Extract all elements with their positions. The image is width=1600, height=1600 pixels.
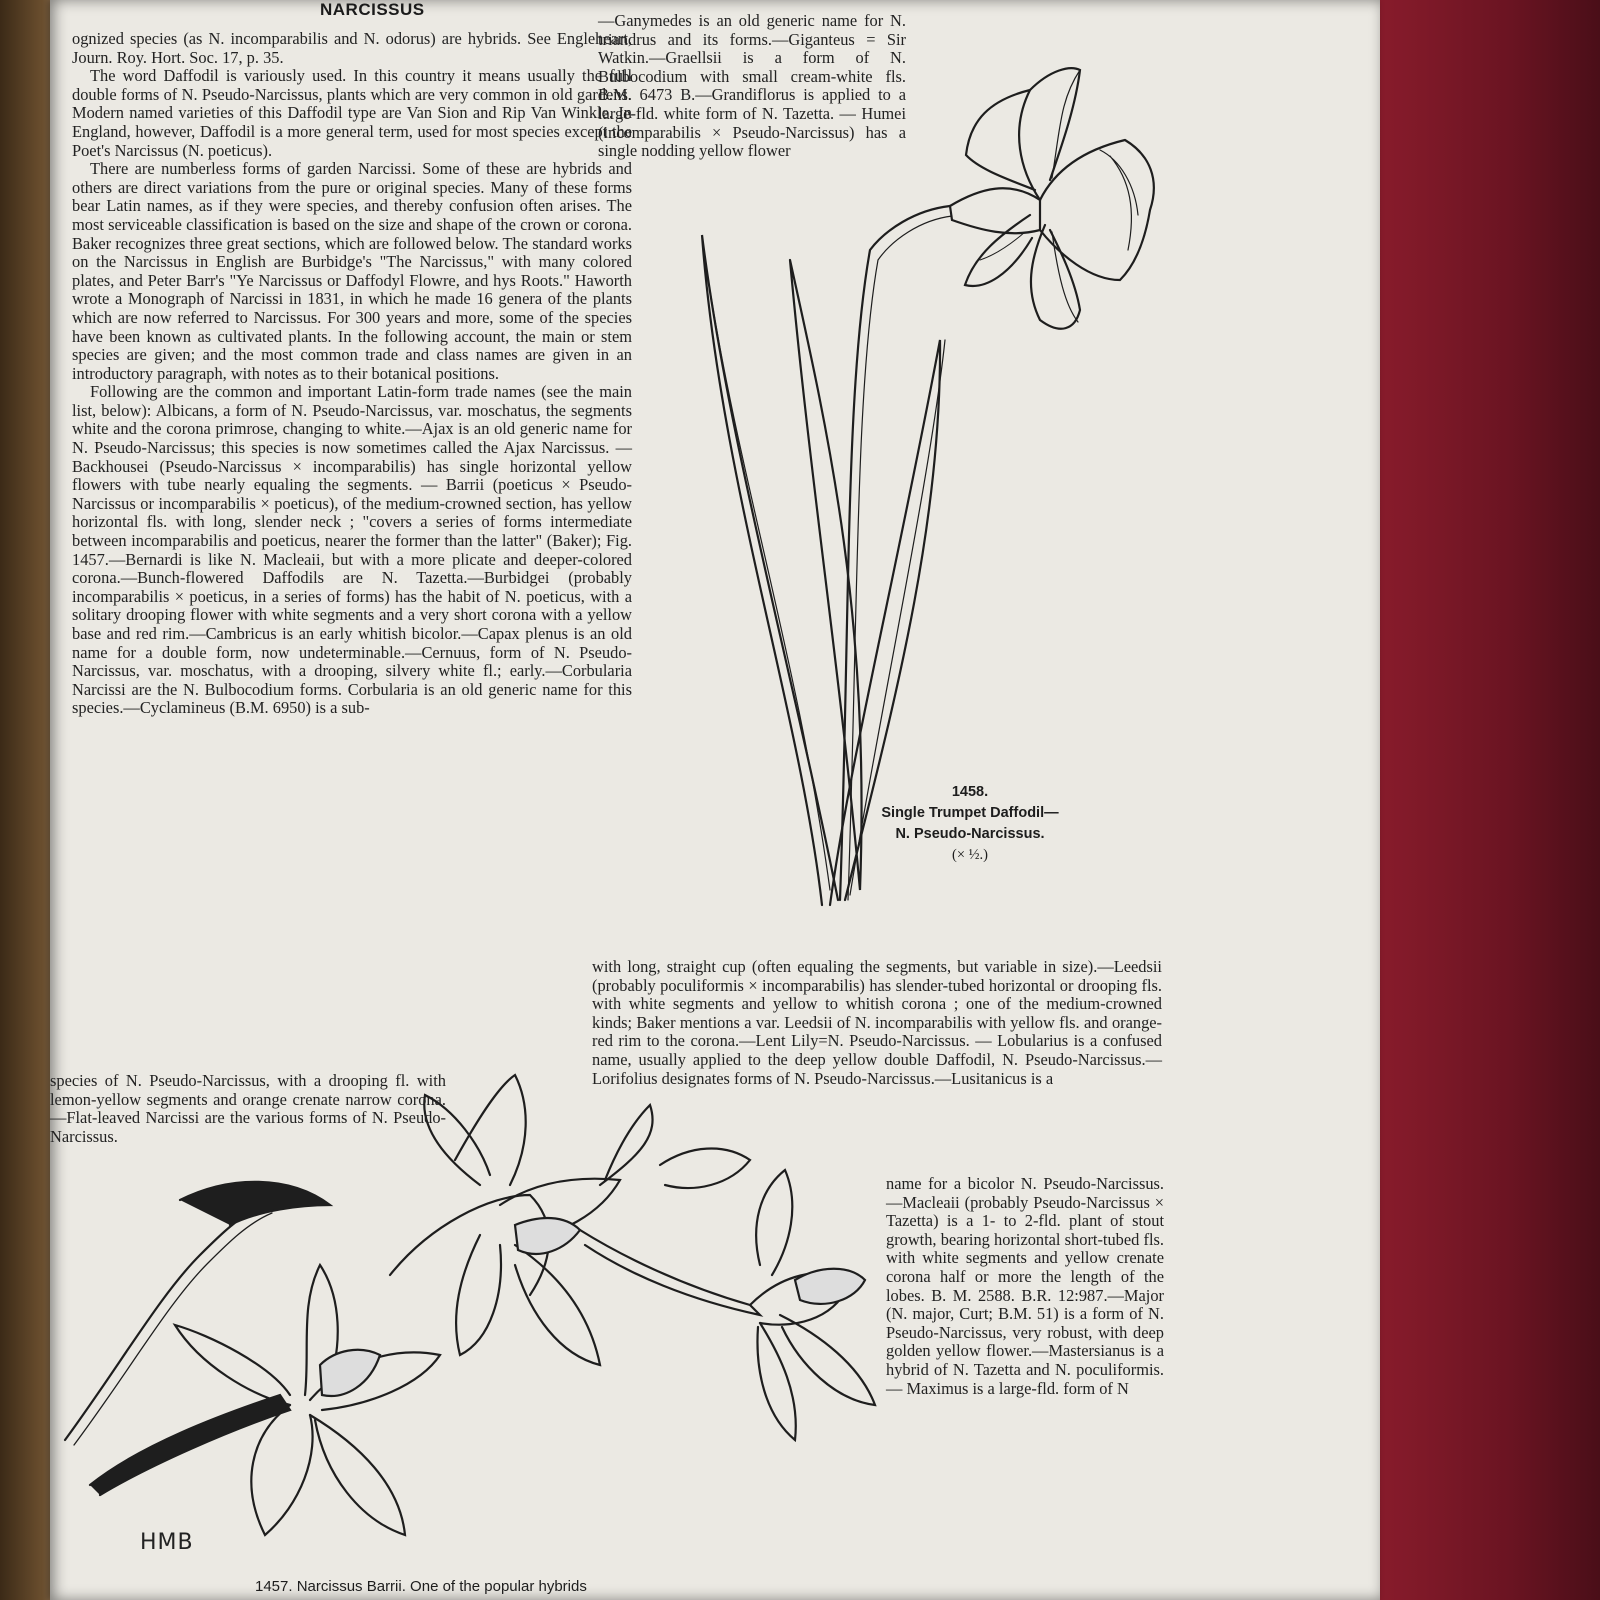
figure-1458-caption (820, 782, 1120, 866)
left-column (72, 30, 632, 718)
paragraph-macleaii: name for a bicolor N. Pseudo-Narcissus.—Macleaii (probably Pseudo-Narcissus × Tazetta) is a 1- to 2-fld. plant of stout growth, bearing horizontal short-tubed fls. with white segments and yellow crenate corona half or more the length of the lobes. B. M. 2588. B.R. 12:987.—Major (N. major, Curt; B.M. 51) is a form of N. Pseudo-Narcissus, very robust, with deep golden yellow flower.—Mastersianus is a hybrid of N. Tazetta and N. poculiformis.— Maximus is a large-fld. form of N (886, 1174, 1164, 1398)
figure-title: Single Trumpet Daffodil— (881, 805, 1059, 821)
red-cloth-background (1370, 0, 1600, 1600)
paragraph-continuation: ognized species (as N. incomparabilis and N. odorus) are hybrids. See Engleheart, Journ. Roy. Hort. Soc. 17, p. 35. (72, 29, 632, 67)
paragraph-leedsii: with long, straight cup (often equaling the segments, but variable in size).—Leedsii (probably poculiformis × incomparabilis) has slender-tubed horizontal or drooping fls. with white segments and yellow to whitish corona ; one of the medium-crowned kinds; Baker mentions a var. Leedsii of N. incomparabilis with yellow fls. and orange-red rim to the corona.—Lent Lily=N. Pseudo-Narcissus. — Lobularius is a confused name, usually applied to the deep yellow double Daffodil, N. Pseudo-Narcissus.—Lorifolius designates forms of N. Pseudo-Narcissus.—Lusitanicus is a (592, 957, 1162, 1088)
narcissus-barrii-illustration (60, 1065, 940, 1585)
figure-number: 1458. (951, 784, 989, 800)
paragraph-ganymedes: —Ganymedes is an old generic name for N. triandrus and its forms.—Giganteus = Sir Watkin.—Graellsii is a form of N. Bulbocodium with small cream-white fls. B.M. 6473 B.—Grandiflorus is applied to a large-fld. white form of N. Tazetta. — Humei (incomparabilis × Pseudo-Narcissus) has a single nodding yellow flower (598, 11, 906, 161)
paragraph-cyclamineus: species of N. Pseudo-Narcissus, with a drooping fl. with lemon-yellow segments and orange crenate narrow corona.—Flat-leaved Narcissi are the various forms of N. Pseudo-Narcissus. (50, 1071, 446, 1146)
figure-scale: (× ½.) (952, 847, 988, 863)
figure-1457-caption: 1457. Narcissus Barrii. One of the popular hybrids (255, 1578, 587, 1595)
running-head: NARCISSUS (320, 0, 425, 19)
paragraph-garden-narcissi: There are numberless forms of garden Narcissi. Some of these are hybrids and others are direct variations from the pure or original species. Many of these forms bear Latin names, as if they were species, and thereby confusion often arises. The most serviceable classification is based on the size and shape of the crown or corona. Baker recognizes three great sections, which are followed below. The standard works on the Narcissus in English are Burbidge's "The Narcissus," with many colored plates, and Peter Barr's "Ye Narcissus or Daffodyl Flowre, and hys Roots." Haworth wrote a Monograph of Narcissi in 1831, in which he made 16 genera of the plants which are now referred to Narcissus. For 300 years and more, some of the species have been known as cultivated plants. In the following account, the main or stem species are given; and the most common trade and class names are given in an introductory paragraph, with notes as to their botanical positions. (72, 159, 632, 383)
figure-subtitle: N. Pseudo-Narcissus. (895, 826, 1045, 842)
paragraph-trade-names: Following are the common and important Latin-form trade names (see the main list, below): Albicans, a form of N. Pseudo-Narcissus, var. moschatus, the segments white and the corona primrose, changing to white.—Ajax is an old generic name for N. Pseudo-Narcissus; this species is now sometimes called the Ajax Narcissus. — Backhousei (Pseudo-Narcissus × incomparabilis) has single horizontal yellow flowers with tube nearly equaling the segments. — Barrii (poeticus × Pseudo-Narcissus or incomparabilis × poeticus), of the medium-crowned section, has yellow horizontal fls. with long, slender neck ; "covers a series of forms intermediate between incomparabilis and poeticus, nearer the former than the latter" (Baker); Fig. 1457.—Bernardi is like N. Macleaii, but with a more plicate and deeper-colored corona.—Bunch-flowered Daffodils are N. Tazetta.—Burbidgei (probably incomparabilis × poeticus, in a series of forms) has the habit of N. poeticus, with a solitary drooping flower with white segments and a very short corona with a yellow base and red rim.—Cambricus is an early whitish bicolor.—Capax plenus is an old name for a double form, now undeterminable.—Cernuus, form of N. Pseudo-Narcissus, var. moschatus, with a drooping, silvery white fl.; early.—Corbularia Narcissi are the N. Bulbocodium forms. Corbularia is an old generic name for this species.—Cyclamineus (B.M. 6950) is a sub- (72, 382, 632, 718)
artist-monogram: HMB (140, 1530, 194, 1555)
paragraph-daffodil: The word Daffodil is variously used. In this country it means usually the full double forms of N. Pseudo-Narcissus, plants which are very common in old gardens. Modern named varieties of this Daffodil type are Van Sion and Rip Van Winkle. In England, however, Daffodil is a more general term, used for most species except the Poet's Narcissus (N. poeticus). (72, 66, 632, 160)
